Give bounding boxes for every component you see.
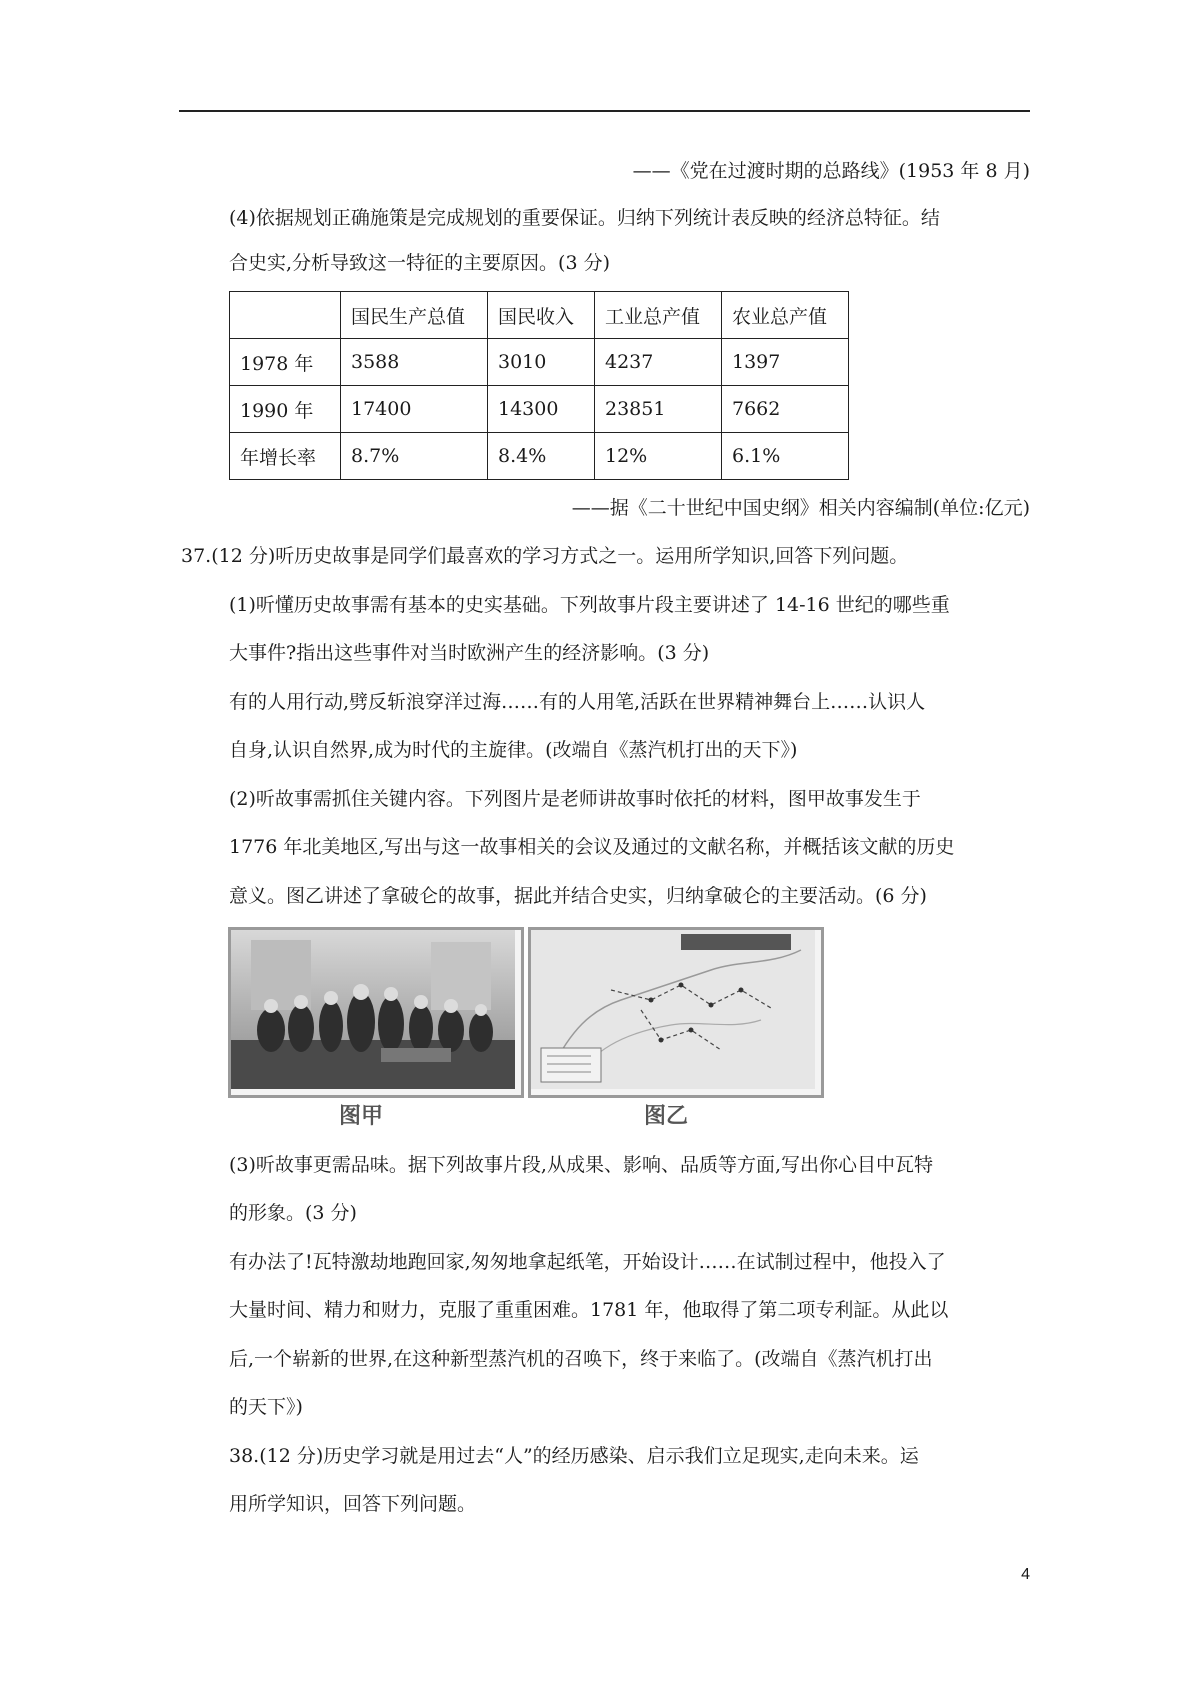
table-cell: 1978 年 (230, 339, 341, 386)
table-source: ——据《二十世纪中国史纲》相关内容编制(单位:亿元) (571, 497, 1030, 519)
table-cell: 3010 (488, 339, 595, 386)
table-cell: 6.1% (722, 433, 849, 480)
table-row (230, 433, 849, 480)
q37-title: 37.(12 分)听历史故事是同学们最喜欢的学习方式之一。运用所学知识,回答下列问题。 (181, 545, 909, 567)
table-header-cell: 国民生产总值 (341, 292, 488, 339)
table-row (230, 386, 849, 433)
q37-1-line2: 大事件?指出这些事件对当时欧洲产生的经济影响。(3 分) (229, 642, 710, 664)
painting-image (231, 930, 515, 1089)
q36-4-line1: (4)依据规划正确施策是完成规划的重要保证。归纳下列统计表反映的经济总特征。结 (229, 207, 940, 229)
table-cell: 7662 (722, 386, 849, 433)
figure-a-painting (228, 927, 524, 1098)
figure-b-label: 图乙 (644, 1104, 689, 1129)
q37-3-story2: 大量时间、精力和财力，克服了重重困难。1781 年，他取得了第二项专利証。从此以 (229, 1299, 949, 1321)
figures-block (224, 923, 824, 1129)
q38-line1: 38.(12 分)历史学习就是用过去“人”的经历感染、启示我们立足现实,走向未来。运 (229, 1445, 919, 1467)
figure-b-map (528, 927, 824, 1098)
table-header-cell: 农业总产值 (722, 292, 849, 339)
figure-a-label: 图甲 (339, 1104, 384, 1129)
table-cell: 1397 (722, 339, 849, 386)
q38-line2: 用所学知识，回答下列问题。 (229, 1493, 477, 1515)
q37-2-line1: (2)听故事需抓住关键内容。下列图片是老师讲故事时依托的材料，图甲故事发生于 (229, 788, 921, 810)
table-cell: 23851 (595, 386, 722, 433)
table-cell: 8.7% (341, 433, 488, 480)
table-header-cell: 国民收入 (488, 292, 595, 339)
table-header-cell: 工业总产值 (595, 292, 722, 339)
table-cell: 1990 年 (230, 386, 341, 433)
table-cell: 8.4% (488, 433, 595, 480)
q37-3-line1: (3)听故事更需品味。据下列故事片段,从成果、影响、品质等方面,写出你心目中瓦特 (229, 1154, 933, 1176)
statistics-table (229, 291, 849, 480)
q37-1-story1: 有的人用行动,劈反斩浪穿洋过海……有的人用笔,活跃在世界精神舞台上……认识人 (229, 691, 926, 713)
table-cell: 年增长率 (230, 433, 341, 480)
table-header-cell (230, 292, 341, 339)
q37-3-story4: 的天下》) (229, 1396, 303, 1418)
table-row (230, 339, 849, 386)
header-rule (179, 110, 1030, 112)
q37-2-line3: 意义。图乙讲述了拿破仑的故事，据此并结合史实，归纳拿破仑的主要活动。(6 分) (229, 885, 927, 907)
source-citation: ——《党在过渡时期的总路线》(1953 年 8 月) (632, 160, 1030, 182)
table-cell: 4237 (595, 339, 722, 386)
page-number: 4 (1021, 1566, 1030, 1583)
q37-1-line1: (1)听懂历史故事需有基本的史实基础。下列故事片段主要讲述了 14-16 世纪的哪些重 (229, 594, 950, 616)
map-image (531, 930, 815, 1089)
q37-2-line2: 1776 年北美地区,写出与这一故事相关的会议及通过的文献名称，并概括该文献的历史 (229, 836, 955, 858)
table-cell: 12% (595, 433, 722, 480)
table-cell: 3588 (341, 339, 488, 386)
q37-3-story3: 后,一个崭新的世界,在这种新型蒸汽机的召唤下，终于来临了。(改端自《蒸汽机打出 (229, 1348, 933, 1370)
table-cell: 14300 (488, 386, 595, 433)
table-header-row (230, 292, 849, 339)
q36-4-line2: 合史实,分析导致这一特征的主要原因。(3 分) (229, 252, 610, 274)
table-cell: 17400 (341, 386, 488, 433)
q37-3-line2: 的形象。(3 分) (229, 1202, 357, 1224)
q37-3-story1: 有办法了!瓦特激劫地跑回家,匆匆地拿起纸笔，开始设计……在试制过程中，他投入了 (229, 1251, 946, 1273)
q37-1-story2: 自身,认识自然界,成为时代的主旋律。(改端自《蒸汽机打出的天下》) (229, 739, 798, 761)
